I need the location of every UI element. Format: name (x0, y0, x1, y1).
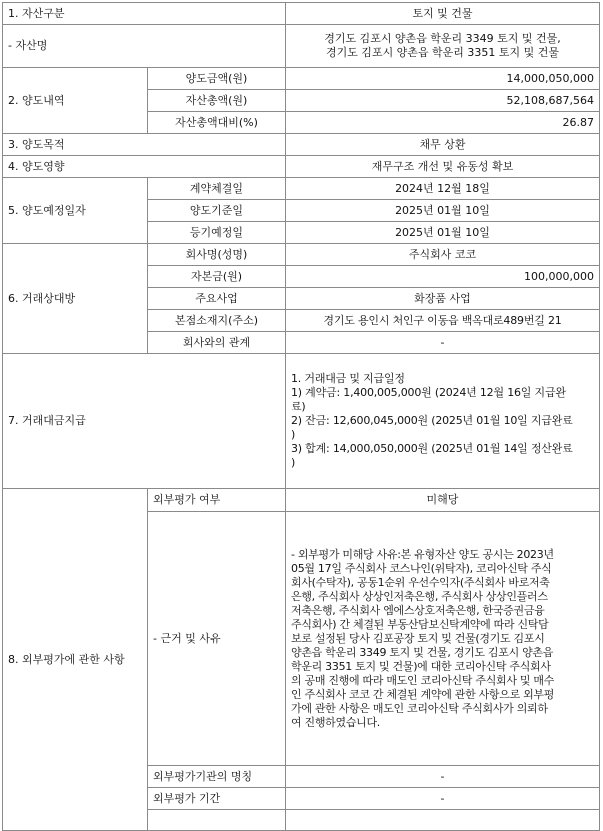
total-assets-label: 자산총액(원) (148, 90, 286, 112)
row-payment (3, 354, 600, 489)
payment-line-3: 료) (291, 400, 306, 413)
registration-date-value: 2025년 01월 10일 (286, 222, 600, 244)
row-asset-type (3, 3, 600, 25)
payment-label: 7. 거래대금지급 (3, 354, 286, 489)
reason-line-10: 의 공매 진행에 따라 매도인 코리아신탁 주식회사 및 매수 (291, 673, 555, 687)
asset-ratio-value: 26.87 (286, 112, 600, 134)
payment-line-7: ) (291, 456, 296, 469)
payment-line-2: 1) 계약금: 1,400,005,000원 (2024년 12월 16일 지급완 (291, 386, 566, 399)
reason-line-4: 은행, 주식회사 상상인저축은행, 주식회사 상상인플러스 (291, 589, 548, 603)
payment-line-5: ) (291, 428, 296, 441)
external-label: 8. 외부평가에 관한 사항 (3, 489, 148, 831)
impact-label: 4. 양도영향 (3, 156, 286, 178)
transfer-amount-value: 14,000,050,000 (286, 68, 600, 90)
capital-value: 100,000,000 (286, 266, 600, 288)
row-external-applicable (3, 489, 600, 512)
reason-line-3: 회사(수탁자), 공동1순위 우선수익자(주식회사 바로저축 (291, 575, 550, 589)
reason-line-7: 보로 설정된 당사 김포공장 토지 및 건물(경기도 김포시 (291, 631, 545, 645)
payment-line-6: 3) 합계: 14,000,050,000원 (2025년 01월 14일 정산완료 (291, 442, 573, 455)
external-agency-value: - (286, 766, 600, 788)
capital-label: 자본금(원) (148, 266, 286, 288)
reason-line-6: 주식회사) 간 체결된 부동산담보신탁계약에 따라 신탁담 (291, 617, 549, 631)
external-agency-label: 외부평가기관의 명칭 (148, 766, 286, 788)
external-reason-label: - 근거 및 사유 (148, 512, 286, 766)
reason-line-8: 양촌읍 학운리 3349 토지 및 건물, 경기도 김포시 양촌읍 (291, 645, 554, 659)
row-transfer-amount (3, 68, 600, 90)
external-period-value: - (286, 788, 600, 810)
reason-line-2: 05월 17일 주식회사 코스나인(위탁자), 코리아신탁 주식 (291, 561, 552, 575)
asset-name-value (286, 25, 600, 68)
company-name-value: 주식회사 코코 (286, 244, 600, 266)
head-office-value: 경기도 용인시 처인구 이동읍 백옥대로489번길 21 (286, 310, 600, 332)
schedule-label: 5. 양도예정일자 (3, 178, 148, 244)
contract-date-value: 2024년 12월 18일 (286, 178, 600, 200)
company-name-label: 회사명(성명) (148, 244, 286, 266)
reason-line-1: - 외부평가 미해당 사유:본 유형자산 양도 공시는 2023년 (291, 547, 554, 561)
asset-type-label: 1. 자산구분 (3, 3, 286, 25)
asset-type-value: 토지 및 건물 (286, 3, 600, 25)
transfer-date-label: 양도기준일 (148, 200, 286, 222)
asset-name-label: - 자산명 (3, 25, 286, 68)
payment-line-1: 1. 거래대금 및 지급일정 (291, 372, 405, 385)
row-contract-date (3, 178, 600, 200)
impact-value: 재무구조 개선 및 유동성 확보 (286, 156, 600, 178)
counterparty-label: 6. 거래상대방 (3, 244, 148, 354)
contract-date-label: 계약체결일 (148, 178, 286, 200)
relationship-label: 회사와의 관계 (148, 332, 286, 354)
external-opinion-label (148, 810, 286, 831)
payment-value (286, 354, 600, 489)
reason-line-13: 여 진행하였습니다. (291, 715, 381, 729)
main-business-label: 주요사업 (148, 288, 286, 310)
row-purpose (3, 134, 600, 156)
transfer-date-value: 2025년 01월 10일 (286, 200, 600, 222)
external-reason-value (286, 512, 600, 766)
reason-line-11: 인 주식회사 코코 간 체결된 계약에 관한 사항으로 외부평 (291, 687, 555, 701)
row-company-name (3, 244, 600, 266)
external-applicable-label: 외부평가 여부 (148, 489, 286, 512)
disclosure-table (2, 2, 600, 831)
transfer-label: 2. 양도내역 (3, 68, 148, 134)
payment-line-4: 2) 잔금: 12,600,045,000원 (2025년 01월 10일 지급완료 (291, 414, 573, 427)
reason-line-12: 가에 관한 사항은 매도인 코리아신탁 주식회사가 의뢰하 (291, 701, 548, 715)
row-asset-name (3, 25, 600, 68)
external-opinion-value (286, 810, 600, 831)
transfer-amount-label: 양도금액(원) (148, 68, 286, 90)
row-impact (3, 156, 600, 178)
purpose-value: 채무 상환 (286, 134, 600, 156)
asset-name-line-2: 경기도 김포시 양촌읍 학운리 3351 토지 및 건물 (325, 46, 560, 59)
reason-line-5: 저축은행, 주식회사 엠에스상호저축은행, 한국증권금융 (291, 603, 545, 617)
relationship-value: - (286, 332, 600, 354)
head-office-label: 본점소재지(주소) (148, 310, 286, 332)
reason-line-9: 학운리 3351 토지 및 건물)에 대한 코리아신탁 주식회사 (291, 659, 551, 673)
external-period-label: 외부평가 기간 (148, 788, 286, 810)
total-assets-value: 52,108,687,564 (286, 90, 600, 112)
registration-date-label: 등기예정일 (148, 222, 286, 244)
purpose-label: 3. 양도목적 (3, 134, 286, 156)
asset-ratio-label: 자산총액대비(%) (148, 112, 286, 134)
external-applicable-value: 미해당 (286, 489, 600, 512)
asset-name-line-1: 경기도 김포시 양촌읍 학운리 3349 토지 및 건물, (324, 32, 561, 45)
main-business-value: 화장품 사업 (286, 288, 600, 310)
